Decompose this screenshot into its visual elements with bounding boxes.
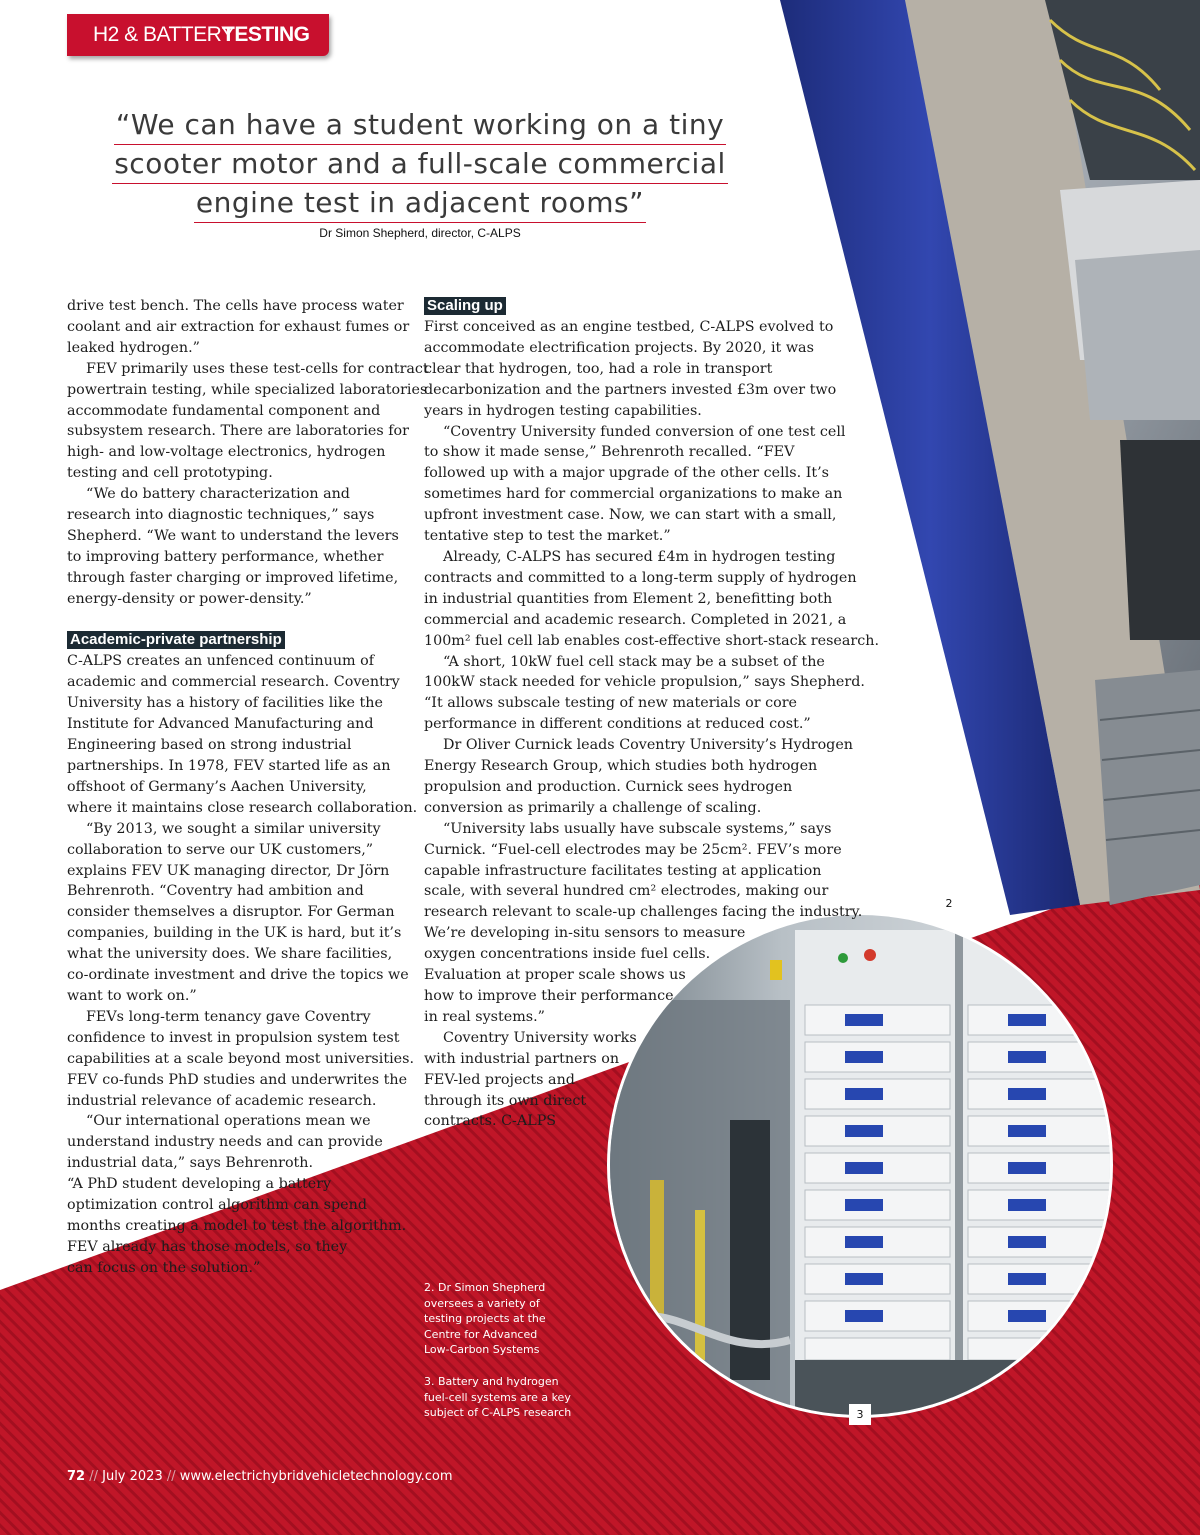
text-line: tentative step to test the market.” (424, 528, 671, 545)
paragraph (67, 1174, 429, 1279)
caption-line: subject of C-ALPS research (424, 1406, 572, 1419)
text-line: upfront investment case. Now, we can start with a small, (424, 507, 837, 524)
text-line: optimization control algorithm can spend (67, 1197, 367, 1214)
text-line: to improving battery performance, whether (67, 548, 384, 565)
text-line: followed up with a major upgrade of the other cells. It’s (424, 465, 829, 482)
text-line: in real systems.” (424, 1008, 545, 1025)
paragraph (67, 819, 429, 1007)
text-line: University has a history of facilities like the (67, 695, 383, 712)
paragraph (424, 317, 879, 422)
text-line: C-ALPS creates an unfenced continuum of (67, 653, 375, 670)
text-line: clear that hydrogen, too, had a role in transport (424, 360, 773, 377)
section-label-light: H2 & BATTERY (93, 23, 235, 46)
caption-line: 3. Battery and hydrogen (424, 1375, 559, 1388)
text-line: “Coventry University funded conversion of one test cell (443, 423, 846, 440)
text-line: years in hydrogen testing capabilities. (424, 402, 702, 419)
issue-date: July 2023 (102, 1469, 163, 1484)
photo-number-2: 2 (938, 893, 960, 914)
pull-quote-line: engine test in adjacent rooms” (194, 184, 646, 223)
text-line: coolant and air extraction for exhaust fumes or (67, 318, 410, 335)
page-number: 72 (67, 1469, 86, 1484)
subheading-academic-private-partnership: Academic-private partnership (67, 631, 285, 649)
caption-line: Low-Carbon Systems (424, 1343, 540, 1356)
text-line: accommodate fundamental component and (67, 402, 381, 419)
website-url: www.electrichybridvehicletechnology.com (179, 1469, 453, 1484)
text-line: capabilities at a scale beyond most universities. (67, 1050, 414, 1067)
paragraph (67, 484, 429, 609)
text-line: Energy Research Group, which studies both hydrogen (424, 758, 818, 775)
text-line: “It allows subscale testing of new materials or core (424, 695, 798, 712)
text-line: “A PhD student developing a battery (67, 1176, 332, 1193)
paragraph (424, 422, 879, 547)
text-line: Evaluation at proper scale shows us (424, 967, 686, 984)
section-label-bold: TESTING (222, 23, 310, 46)
paragraph (67, 359, 429, 484)
text-line: propulsion and production. Curnick sees hydrogen (424, 778, 793, 795)
text-line: companies, building in the UK is hard, but it’s (67, 925, 402, 942)
text-line: to show it made sense,” Behrenroth recalled. “FEV (424, 444, 795, 461)
paragraph (424, 652, 879, 736)
text-line: “By 2013, we sought a similar university (86, 820, 381, 837)
article-column-right (424, 296, 879, 1132)
text-line: Institute for Advanced Manufacturing and (67, 716, 374, 733)
text-line: can focus on the solution.” (67, 1259, 261, 1276)
text-line: performance in different conditions at reduced cost.” (424, 716, 811, 733)
text-line: consider themselves a disruptor. For German (67, 904, 395, 921)
text-line: in industrial quantities from Element 2, benefitting both (424, 590, 833, 607)
caption-line: testing projects at the (424, 1312, 546, 1325)
text-line: through its own direct (424, 1092, 587, 1109)
caption-line: Centre for Advanced (424, 1327, 538, 1341)
text-line: partnerships. In 1978, FEV started life as an (67, 758, 391, 775)
text-line: Behrenroth. “Coventry had ambition and (67, 883, 364, 900)
text-line: Curnick. “Fuel-cell electrodes may be 25cm². FEV’s more (424, 841, 842, 858)
subheading-scaling-up: Scaling up (424, 297, 506, 315)
text-line: FEV already has those models, so they (67, 1238, 348, 1255)
text-line: industrial data,” says Behrenroth. (67, 1155, 314, 1172)
text-line: 100kW stack needed for vehicle propulsion,” says Shepherd. (424, 674, 865, 691)
text-line: powertrain testing, while specialized laboratories (67, 381, 428, 398)
text-line: what the university does. We share facilities, (67, 946, 393, 963)
caption-line: oversees a variety of (424, 1296, 540, 1310)
text-line: offshoot of Germany’s Aachen University, (67, 778, 367, 795)
article-column-left (67, 296, 429, 1279)
paragraph (67, 1111, 429, 1174)
text-line: drive test bench. The cells have process water (67, 298, 404, 314)
text-line: where it maintains close research collaboration. (67, 799, 418, 816)
text-line: energy-density or power-density.” (67, 590, 312, 607)
text-line: “A short, 10kW fuel cell stack may be a subset of the (443, 653, 825, 670)
photo-number-3: 3 (849, 1404, 871, 1425)
text-line: capable infrastructure facilitates testing at application (424, 862, 822, 879)
text-line: FEV primarily uses these test-cells for contract (86, 360, 429, 377)
text-line: scale, with several hundred cm² electrodes, making our (424, 883, 829, 900)
text-line: leaked hydrogen.” (67, 339, 200, 356)
text-line: accommodate electrification projects. By 2020, it was (424, 339, 814, 356)
text-line: Shepherd. “We want to understand the levers (67, 527, 399, 544)
text-line: Coventry University works (443, 1029, 637, 1046)
pull-quote (100, 106, 740, 223)
pull-quote-line: scooter motor and a full-scale commercial (112, 145, 728, 184)
text-line: subsystem research. There are laboratories for (67, 423, 409, 440)
text-line: “Our international operations mean we (86, 1113, 371, 1130)
text-line: First conceived as an engine testbed, C-ALPS evolved to (424, 319, 834, 335)
footer-separator: // (162, 1469, 180, 1484)
caption-photo-3 (424, 1374, 571, 1421)
text-line: “University labs usually have subscale systems,” says (443, 820, 832, 837)
text-line: Already, C-ALPS has secured £4m in hydrogen testing (443, 548, 836, 565)
text-line: understand industry needs and can provide (67, 1134, 383, 1151)
paragraph (424, 547, 879, 652)
text-line: FEV-led projects and (424, 1071, 575, 1088)
paragraph (67, 1007, 429, 1112)
text-line: testing and cell prototyping. (67, 465, 273, 482)
text-line: Dr Oliver Curnick leads Coventry University’s Hydrogen (443, 737, 854, 754)
paragraph (424, 819, 879, 1028)
text-line: Engineering based on strong industrial (67, 737, 352, 754)
text-line: collaboration to serve our UK customers,” (67, 841, 374, 858)
text-line: contracts and committed to a long-term supply of hydrogen (424, 569, 857, 586)
text-line: FEVs long-term tenancy gave Coventry (86, 1008, 371, 1025)
text-line: industrial relevance of academic research. (67, 1092, 377, 1109)
caption-line: fuel-cell systems are a key (424, 1390, 571, 1404)
page-footer (67, 1469, 452, 1484)
text-line: 100m² fuel cell lab enables cost-effective short-stack research. (424, 632, 880, 649)
pull-quote-attribution: Dr Simon Shepherd, director, C-ALPS (319, 226, 521, 240)
footer-separator: // (85, 1469, 103, 1484)
paragraph (424, 1028, 879, 1133)
text-line: co-ordinate investment and drive the topics we (67, 967, 409, 984)
text-line: conversion as primarily a challenge of scaling. (424, 799, 762, 816)
text-line: research relevant to scale-up challenges facing the industry. (424, 904, 863, 921)
pull-quote-line: “We can have a student working on a tiny (114, 106, 726, 145)
text-line: explains FEV UK managing director, Dr Jörn (67, 862, 390, 879)
text-line: We’re developing in-situ sensors to measure (424, 925, 746, 942)
text-line: high- and low-voltage electronics, hydrogen (67, 444, 386, 461)
text-line: academic and commercial research. Coventry (67, 674, 400, 691)
text-line: how to improve their performance (424, 988, 674, 1004)
text-line: commercial and academic research. Completed in 2021, a (424, 611, 847, 628)
text-line: contracts. C-ALPS (424, 1113, 557, 1130)
caption-photo-2 (424, 1280, 546, 1358)
text-line: want to work on.” (67, 987, 197, 1004)
text-line: “We do battery characterization and (86, 486, 350, 503)
text-line: decarbonization and the partners invested £3m over two (424, 381, 837, 398)
text-line: oxygen concentrations inside fuel cells. (424, 946, 711, 963)
text-line: sometimes hard for commercial organizations to make an (424, 486, 843, 503)
paragraph (424, 735, 879, 819)
paragraph (67, 296, 429, 359)
text-line: with industrial partners on (424, 1050, 620, 1067)
text-line: confidence to invest in propulsion system test (67, 1029, 400, 1046)
text-line: FEV co-funds PhD studies and underwrites the (67, 1071, 408, 1088)
caption-line: 2. Dr Simon Shepherd (424, 1281, 546, 1294)
text-line: research into diagnostic techniques,” says (67, 507, 375, 524)
paragraph (67, 651, 429, 818)
text-line: through faster charging or improved lifetime, (67, 569, 399, 586)
section-header-tab (67, 14, 329, 56)
text-line: months creating a model to test the algorithm. (67, 1217, 407, 1234)
